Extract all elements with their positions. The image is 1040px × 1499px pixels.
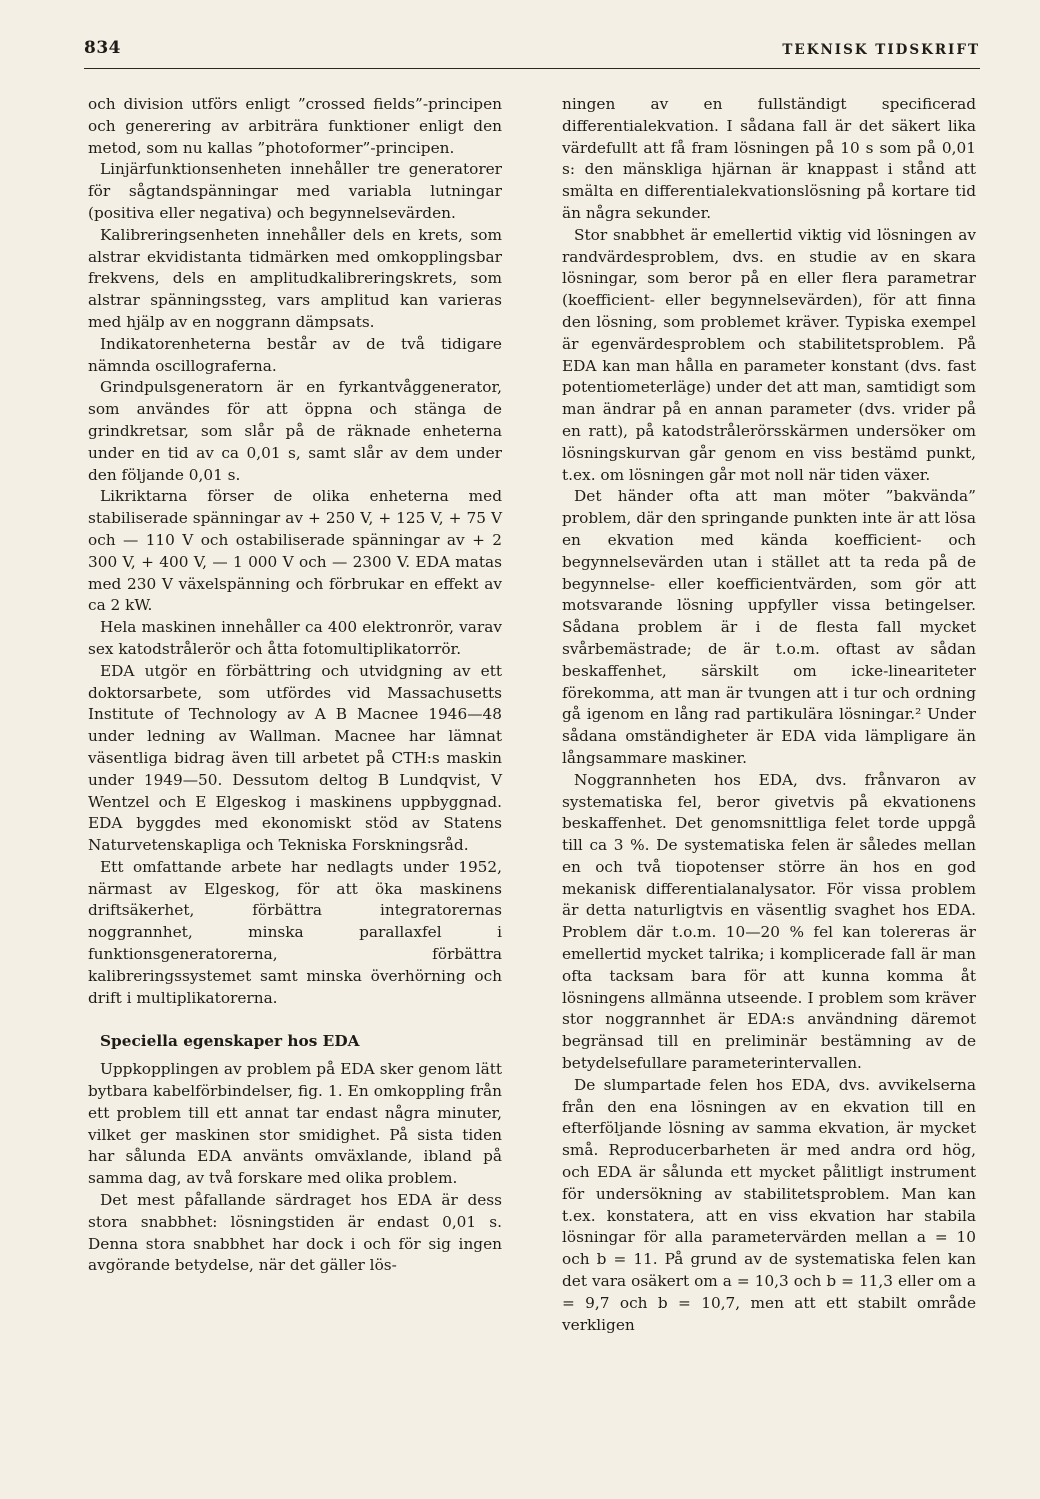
- section-heading: Speciella egenskaper hos EDA: [100, 1032, 360, 1051]
- paragraph: ningen av en fullständigt specificerad differentialekvation. I sådana fall är det säkert lika värdefullt att få fram lösningen på 10 s som på 0,01 s: den mänskliga hjärnan är knappast i stånd att smälta en differentialekvationslösning på kortare tid än några sekunder.: [562, 95, 976, 222]
- page-number: 834: [84, 38, 121, 58]
- header-rule: [84, 68, 980, 69]
- paragraph: Det mest påfallande särdraget hos EDA är dess stora snabbhet: lösningstiden är endast 0,01 s. Denna stora snabbhet har dock i och för sig ingen avgörande betydelse, när det gäller lös-: [88, 1191, 502, 1275]
- paragraph: Linjärfunktionsenheten innehåller tre generatorer för sågtandspänningar med variabla lutningar (positiva eller negativa) och begynnelsevärden.: [88, 160, 502, 222]
- paragraph: Uppkopplingen av problem på EDA sker genom lätt bytbara kabelförbindelser, fig. 1. En omkoppling från ett problem till ett annat tar endast några minuter, vilket ger maskinen stor smidighet. På sista tiden har sålunda EDA använts omväxlande, ibland på samma dag, av två forskare med olika problem.: [88, 1060, 502, 1188]
- paragraph: EDA utgör en förbättring och utvidgning av ett doktorsarbete, som utfördes vid Massachusetts Institute of Technology av A B Macnee 1946—48 under ledning av Wallman. Macnee har lämnat väsentliga bidrag även till arbetet på CTH:s maskin under 1949—50. Dessutom deltog B Lundqvist, V Wentzel och E Elgeskog i maskinens uppbyggnad. EDA byggdes med ekonomiskt stöd av Statens Naturvetenskapliga och Tekniska Forskningsråd.: [88, 661, 502, 855]
- paragraph: Stor snabbhet är emellertid viktig vid lösningen av randvärdesproblem, dvs. en studie av en skara lösningar, som beror på en eller flera parametrar (koefficient- eller begynnelsevärden), för att finna den lösning, som problemet kräver. Typiska exempel är egenvärdesproblem och stabilitetsproblem. På EDA kan man hålla en parameter konstant (dvs. fast potentiometerläge) under det att man, samtidigt som man ändrar på en annan parameter (dvs. vrider på en ratt), på katodstrålerörsskärmen undersöker om lösningskurvan går genom en viss bestämd punkt, t.ex. om lösningen går mot noll när tiden växer.: [562, 225, 976, 484]
- paragraph: Noggrannheten hos EDA, dvs. frånvaron av systematiska fel, beror givetvis på ekvationens beskaffenhet. Det genomsnittliga felet torde uppgå till ca 3 %. De systematiska felen är således mellan en och två tiopotenser större än hos en god mekanisk differentialanalysator. För vissa problem är detta naturligtvis en väsentlig svaghet hos EDA. Problem där t.o.m. 10—20 % fel kan tolereras är emellertid mycket talrika; i komplicerade fall är man ofta tacksam bara för att kunna komma åt lösningens allmänna utseende. I problem som kräver stor noggrannhet är EDA:s användning däremot begränsad till en preliminär bestämning av de betydelsefullare parameterintervallen.: [562, 770, 976, 1073]
- paragraph: Likriktarna förser de olika enheterna med stabiliserade spänningar av + 250 V, + 125 V, + 75 V och — 110 V och ostabiliserade spänningar av + 2 300 V, + 400 V, — 1 000 V och — 2300 V. EDA matas med 230 V växelspänning och förbrukar en effekt av ca 2 kW.: [88, 487, 502, 615]
- paragraph: Ett omfattande arbete har nedlagts under 1952, närmast av Elgeskog, för att öka maskinens driftsäkerhet, förbättra integratorernas noggrannhet, minska parallaxfel i funktionsgeneratorerna, förbättra kalibreringssystemet samt minska överhörning och drift i multiplikatorerna.: [88, 857, 502, 1007]
- journal-title: TEKNISK TIDSKRIFT: [782, 42, 980, 58]
- paragraph: Det händer ofta att man möter ”bakvända” problem, där den springande punkten inte är att lösa en ekvation med kända koefficient- och begynnelsevärden utan i stället att ta reda på de begynnelse- eller koefficientvärden, som gör att motsvarande lösning uppfyller vissa betingelser. Sådana problem är i de flesta fall mycket svårbemästrade; de är t.o.m. oftast av sådan beskaffenhet, särskilt om icke-lineariteter förekomma, att man är tvungen att i tur och ordning gå igenom en lång rad partikulära lösningar.² Under sådana omständigheter är EDA vida lämpligare än långsammare maskiner.: [562, 487, 976, 767]
- paragraph: De slumpartade felen hos EDA, dvs. avvikelserna från den ena lösningen av en ekvation till en efterföljande lösning av samma ekvation, är mycket små. Reproducerbarheten är med andra ord hög, och EDA är sålunda ett mycket pålitligt instrument för undersökning av stabilitetsproblem. Man kan t.ex. konstatera, att en viss ekvation har stabila lösningar för alla parametervärden mellan a = 10 och b = 11. På grund av de systematiska felen kan det vara osäkert om a = 10,3 och b = 11,3 eller om a = 9,7 och b = 10,7, men att ett stabilt område verkligen: [562, 1075, 976, 1334]
- paragraph: Kalibreringsenheten innehåller dels en krets, som alstrar ekvidistanta tidmärken med omkopplingsbar frekvens, dels en amplitudkalibreringskrets, som alstrar spänningssteg, vars amplitud kan varieras med hjälp av en noggrann dämpsats.: [88, 225, 502, 331]
- paragraph: Indikatorenheterna består av de två tidigare nämnda oscillograferna.: [88, 334, 502, 375]
- paragraph: Hela maskinen innehåller ca 400 elektronrör, varav sex katodstrålerör och åtta fotomultiplikatorrör.: [88, 618, 502, 658]
- paragraph: och division utförs enligt ”crossed fields”-principen och generering av arbiträra funktioner enligt den metod, som nu kallas ”photoformer”-principen.: [88, 95, 502, 157]
- left-column: [88, 94, 502, 1277]
- right-column: [562, 94, 976, 1336]
- paragraph: Grindpulsgeneratorn är en fyrkantvåggenerator, som användes för att öppna och stänga de grindkretsar, som slår på de räknade enheterna under en tid av ca 0,01 s, samt slår av dem under den följande 0,01 s.: [88, 378, 502, 484]
